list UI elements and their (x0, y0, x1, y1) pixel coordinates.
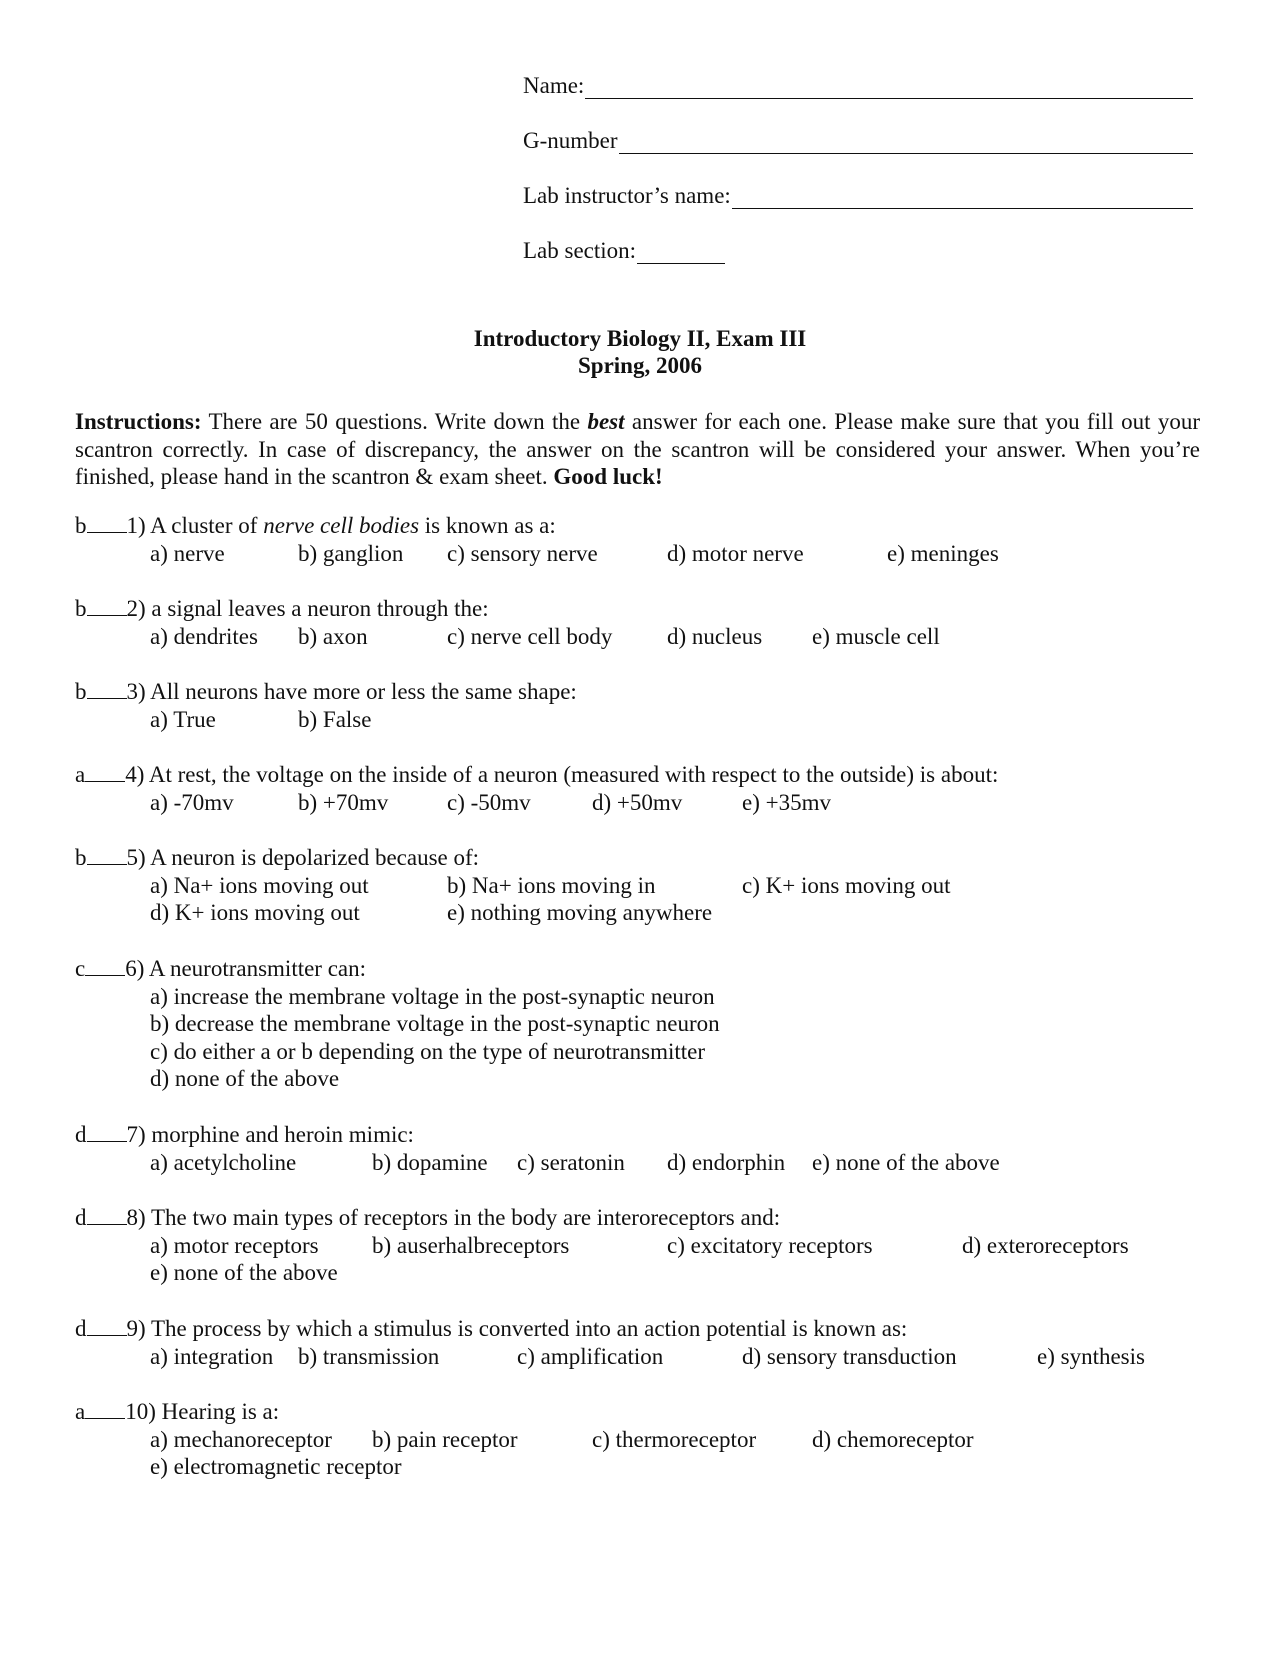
lab-instructor-field[interactable] (523, 182, 1193, 209)
exam-title-line1: Introductory Biology II, Exam III (473, 326, 807, 351)
option-e: e) none of the above (812, 1149, 1000, 1175)
answer-mark: c (75, 956, 86, 981)
answer-blank (85, 955, 125, 976)
option-b: b) ganglion (298, 540, 404, 566)
option-b: b) pain receptor (372, 1426, 518, 1452)
answer-mark: b (75, 513, 87, 538)
question-stem: a 10) Hearing is a: (75, 1399, 280, 1424)
option-d: d) exteroreceptors (962, 1232, 1129, 1258)
answer-blank (85, 761, 125, 782)
option-e: e) none of the above (150, 1260, 338, 1285)
lab-section-field[interactable] (523, 237, 1193, 264)
lab-section-blank[interactable] (637, 241, 725, 264)
option-a: a) True (150, 706, 216, 732)
answer-blank (87, 1204, 127, 1225)
question-stem: b 5) A neuron is depolarized because of: (75, 845, 480, 870)
option-a: a) mechanoreceptor (150, 1426, 332, 1452)
question-stem: d 7) morphine and heroin mimic: (75, 1122, 414, 1147)
option-a: a) -70mv (150, 789, 234, 815)
option-b: b) auserhalbreceptors (372, 1232, 570, 1258)
instructions-paragraph: Instructions: There are 50 questions. Write down the best answer for each one. Please make sure that you fill out your scantron correctly. In case of discrepancy, the answer on the scantron will be considered your answer. When you’re finished, please hand in the scantron & exam sheet. Good luck! (75, 409, 1201, 489)
question-stem: b 2) a signal leaves a neuron through the: (75, 596, 489, 621)
option-d: d) none of the above (150, 1066, 340, 1091)
option-b: b) decrease the membrane voltage in the post-synaptic neuron (150, 1011, 720, 1036)
option-e: e) synthesis (1037, 1343, 1145, 1369)
option-d: d) nucleus (667, 623, 763, 649)
option-b: b) transmission (298, 1343, 440, 1369)
option-e: e) muscle cell (812, 623, 940, 649)
answer-blank (87, 678, 127, 699)
lab-instructor-label: Lab instructor’s name: (523, 183, 731, 208)
name-blank[interactable] (585, 76, 1193, 99)
option-c: c) excitatory receptors (667, 1232, 873, 1258)
option-a: a) motor receptors (150, 1232, 319, 1258)
gnumber-label: G-number (523, 128, 618, 153)
option-e: e) meninges (887, 540, 999, 566)
good-luck: Good luck! (553, 464, 663, 489)
question-options (150, 623, 940, 651)
option-c: c) K+ ions moving out (742, 872, 951, 898)
answer-blank (85, 1398, 125, 1419)
exam-title (0, 325, 1280, 379)
option-b: b) False (298, 706, 372, 732)
question-options (150, 1426, 974, 1481)
option-a: a) nerve (150, 540, 225, 566)
option-a: a) integration (150, 1343, 274, 1369)
question-options (150, 1232, 1129, 1287)
name-field[interactable] (523, 72, 1193, 99)
question-options (150, 1343, 1145, 1371)
question-stem: b 3) All neurons have more or less the same shape: (75, 679, 577, 704)
option-b: b) dopamine (372, 1149, 488, 1175)
exam-title-line2: Spring, 2006 (578, 353, 702, 378)
answer-blank (87, 1315, 127, 1336)
question-options (150, 789, 998, 817)
option-c: c) thermoreceptor (592, 1426, 757, 1452)
question-stem: b 1) A cluster of nerve cell bodies is known as a: (75, 513, 556, 538)
option-c: c) seratonin (517, 1149, 625, 1175)
option-c: c) nerve cell body (447, 623, 613, 649)
option-c: c) -50mv (447, 789, 531, 815)
answer-mark: a (75, 762, 86, 787)
option-d: d) endorphin (667, 1149, 786, 1175)
answer-blank (87, 844, 127, 865)
question-options (150, 706, 577, 734)
answer-blank (87, 1121, 127, 1142)
option-d: d) sensory transduction (742, 1343, 957, 1369)
option-e: e) nothing moving anywhere (447, 900, 713, 925)
answer-mark: d (75, 1316, 87, 1341)
option-a: a) Na+ ions moving out (150, 872, 369, 898)
gnumber-field[interactable] (523, 127, 1193, 154)
option-d: d) +50mv (592, 789, 683, 815)
question-8 (75, 1204, 1129, 1287)
question-options (150, 872, 951, 927)
answer-blank (87, 512, 127, 533)
question-7 (75, 1121, 1000, 1176)
option-a: a) dendrites (150, 623, 258, 649)
option-d: d) chemoreceptor (812, 1426, 974, 1452)
option-c: c) do either a or b depending on the type of neurotransmitter (150, 1038, 706, 1064)
answer-blank (87, 595, 127, 616)
option-c: c) amplification (517, 1343, 664, 1369)
question-stem: d 8) The two main types of receptors in the body are interoreceptors and: (75, 1205, 781, 1230)
question-6 (75, 955, 720, 1093)
question-1 (75, 512, 999, 567)
question-2 (75, 595, 940, 650)
question-9 (75, 1315, 1145, 1370)
question-options (150, 540, 999, 568)
option-b: b) +70mv (298, 789, 389, 815)
question-4 (75, 761, 998, 816)
lab-section-label: Lab section: (523, 238, 637, 263)
option-b: b) Na+ ions moving in (447, 872, 656, 898)
answer-mark: d (75, 1122, 87, 1147)
option-c: c) sensory nerve (447, 540, 598, 566)
answer-mark: b (75, 596, 87, 621)
option-d: d) motor nerve (667, 540, 804, 566)
option-d: d) K+ ions moving out (150, 900, 360, 925)
name-label: Name: (523, 73, 585, 98)
gnumber-blank[interactable] (619, 131, 1193, 154)
answer-mark: b (75, 679, 87, 704)
option-e: e) electromagnetic receptor (150, 1454, 402, 1479)
question-stem: c 6) A neurotransmitter can: (75, 956, 367, 981)
option-e: e) +35mv (742, 789, 831, 815)
answer-mark: d (75, 1205, 87, 1230)
instructions-label: Instructions: (75, 409, 202, 434)
question-stem: a 4) At rest, the voltage on the inside of a neuron (measured with respect to the outside) is about: (75, 762, 999, 787)
option-b: b) axon (298, 623, 368, 649)
question-options (150, 1149, 1000, 1177)
question-5 (75, 844, 951, 927)
question-3 (75, 678, 577, 733)
student-info-fields (523, 72, 1193, 292)
question-options (150, 983, 720, 1093)
question-10 (75, 1398, 974, 1481)
lab-instructor-blank[interactable] (732, 186, 1193, 209)
option-a: a) acetylcholine (150, 1149, 297, 1175)
option-a: a) increase the membrane voltage in the post-synaptic neuron (150, 983, 715, 1009)
answer-mark: a (75, 1399, 86, 1424)
instructions-emphasis: best (587, 409, 625, 434)
answer-mark: b (75, 845, 87, 870)
question-stem: d 9) The process by which a stimulus is converted into an action potential is known as: (75, 1316, 908, 1341)
